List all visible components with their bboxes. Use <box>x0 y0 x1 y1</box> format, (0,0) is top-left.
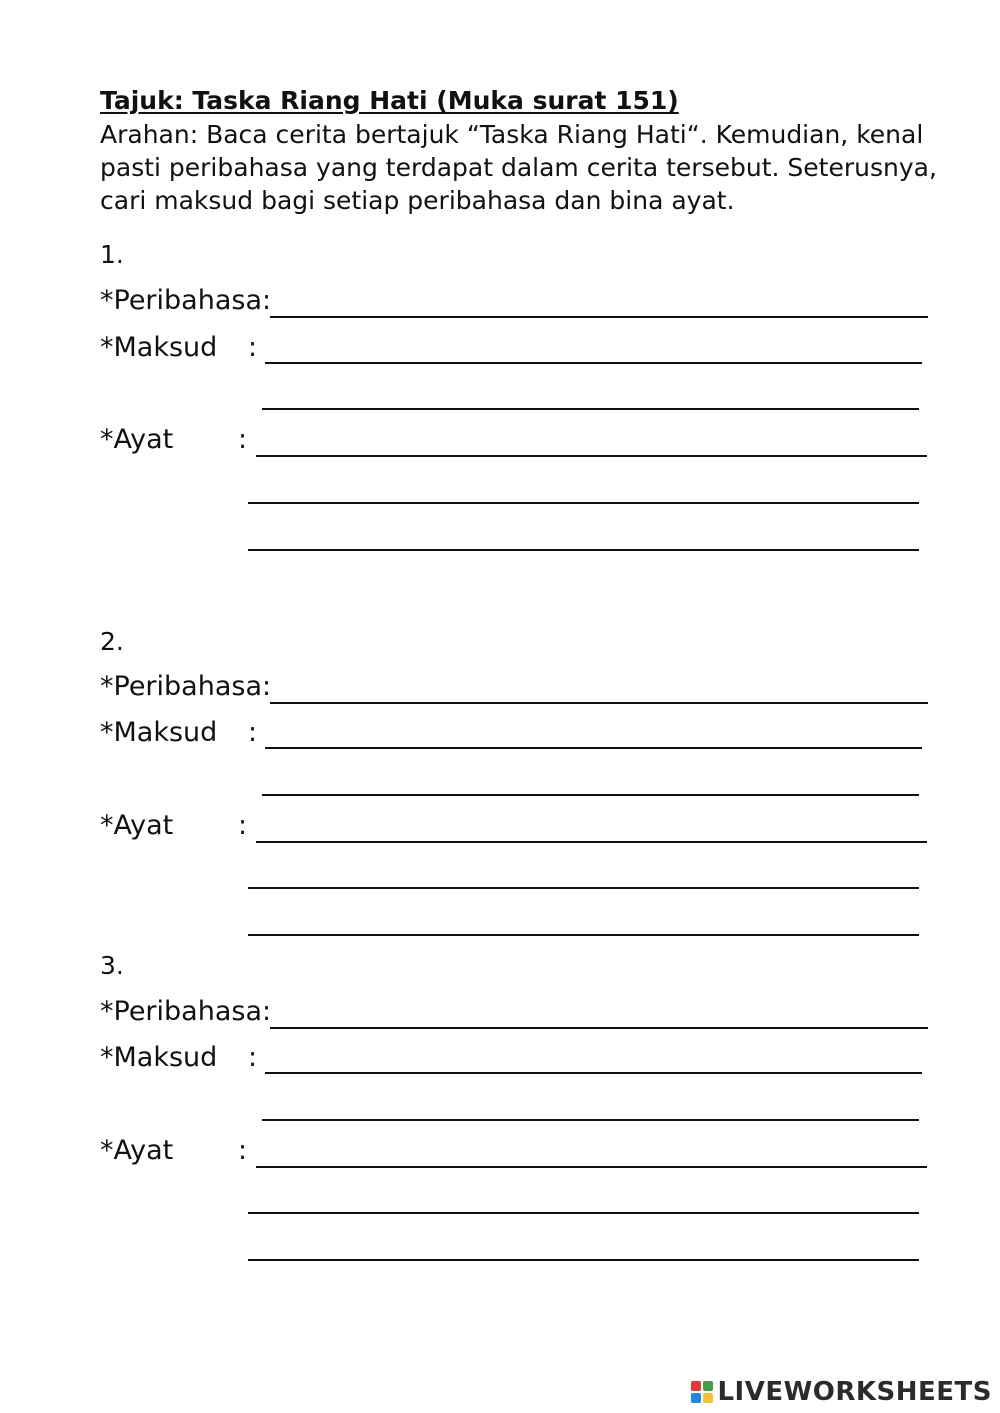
ayat-label: *Ayat <box>100 424 174 455</box>
ayat-answer-line[interactable] <box>248 934 919 936</box>
ayat-answer-line[interactable] <box>256 841 927 843</box>
ayat-label: *Ayat <box>100 1135 174 1166</box>
ayat-colon: : <box>238 1135 248 1166</box>
instruction-text <box>100 118 940 217</box>
liveworksheets-logo <box>691 1377 992 1407</box>
liveworksheets-logo-icon <box>691 1381 713 1403</box>
maksud-answer-line[interactable] <box>262 1119 919 1121</box>
peribahasa-answer-line[interactable] <box>270 702 928 704</box>
ayat-label: *Ayat <box>100 810 174 841</box>
ayat-colon: : <box>238 424 248 455</box>
maksud-answer-line[interactable] <box>265 362 922 364</box>
instruction-line: cari maksud bagi setiap peribahasa dan bina ayat. <box>100 186 735 215</box>
maksud-answer-line[interactable] <box>265 747 922 749</box>
maksud-answer-line[interactable] <box>265 1072 922 1074</box>
ayat-answer-line[interactable] <box>248 1259 919 1261</box>
peribahasa-answer-line[interactable] <box>270 1027 928 1029</box>
question-number: 3. <box>100 951 124 980</box>
ayat-answer-line[interactable] <box>248 502 919 504</box>
ayat-answer-line[interactable] <box>256 1166 927 1168</box>
logo-square-icon <box>691 1393 701 1403</box>
maksud-label: *Maksud <box>100 332 218 363</box>
logo-square-icon <box>691 1381 701 1391</box>
instruction-line: pasti peribahasa yang terdapat dalam cerita tersebut. Seterusnya, <box>100 153 937 182</box>
peribahasa-label: *Peribahasa: <box>100 671 272 702</box>
maksud-answer-line[interactable] <box>262 408 919 410</box>
logo-square-icon <box>703 1381 713 1391</box>
peribahasa-answer-line[interactable] <box>270 316 928 318</box>
maksud-colon: : <box>248 332 258 363</box>
ayat-colon: : <box>238 810 248 841</box>
ayat-answer-line[interactable] <box>248 549 919 551</box>
logo-square-icon <box>703 1393 713 1403</box>
ayat-answer-line[interactable] <box>256 455 927 457</box>
ayat-answer-line[interactable] <box>248 887 919 889</box>
peribahasa-label: *Peribahasa: <box>100 285 272 316</box>
question-number: 1. <box>100 240 124 269</box>
question-number: 2. <box>100 627 124 656</box>
liveworksheets-logo-text: LIVEWORKSHEETS <box>717 1377 992 1407</box>
maksud-colon: : <box>248 1042 258 1073</box>
worksheet-title: Tajuk: Taska Riang Hati (Muka surat 151) <box>100 86 679 115</box>
maksud-label: *Maksud <box>100 717 218 748</box>
maksud-colon: : <box>248 717 258 748</box>
maksud-label: *Maksud <box>100 1042 218 1073</box>
maksud-answer-line[interactable] <box>262 794 919 796</box>
ayat-answer-line[interactable] <box>248 1212 919 1214</box>
instruction-line: Arahan: Baca cerita bertajuk “Taska Riang Hati“. Kemudian, kenal <box>100 120 924 149</box>
peribahasa-label: *Peribahasa: <box>100 996 272 1027</box>
